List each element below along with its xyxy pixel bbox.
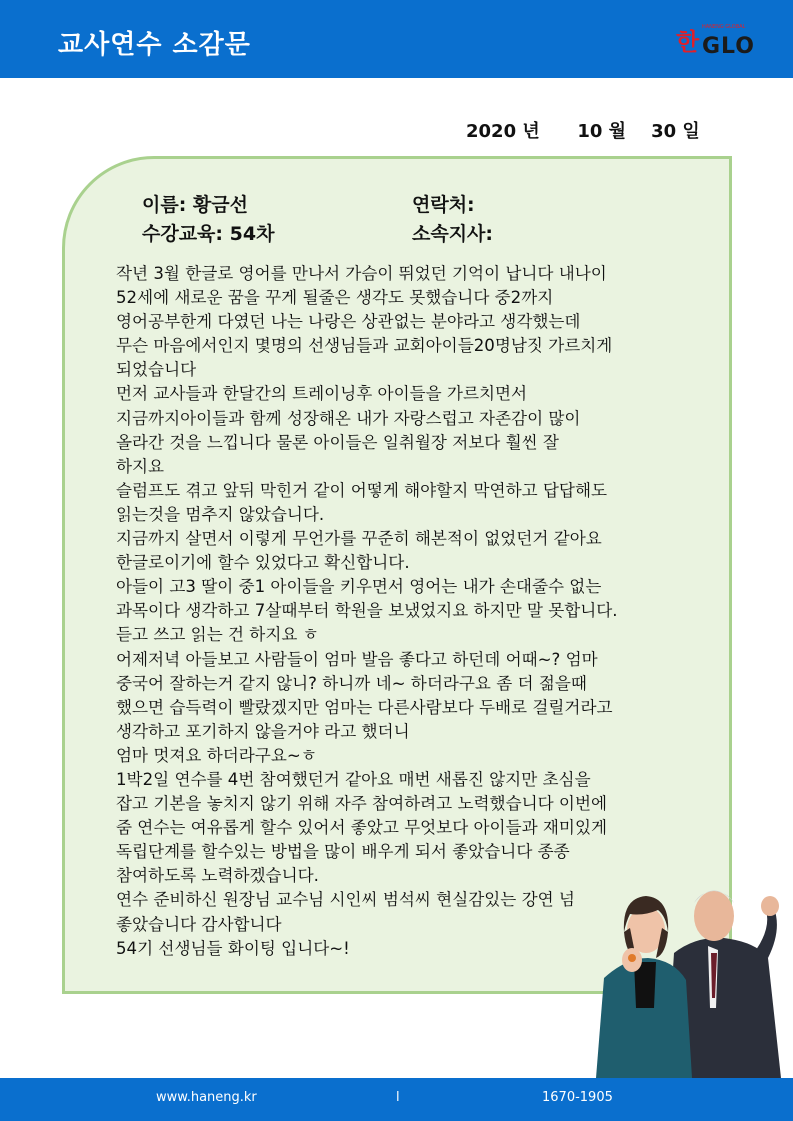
footer-separator: l bbox=[396, 1090, 400, 1105]
essay-line: 먼저 교사들과 한달간의 트레이닝후 아이들을 가르치면서 bbox=[116, 384, 528, 404]
essay-line: 하지요 bbox=[116, 456, 165, 476]
brand-logo[interactable] bbox=[676, 20, 776, 60]
page-title: 교사연수 소감문 bbox=[58, 30, 251, 60]
essay-line: 1박2일 연수를 4번 참여했던거 같아요 매번 새롭진 않지만 초심을 bbox=[116, 769, 591, 789]
essay-line: 엄마 멋져요 하더라구요~ㅎ bbox=[116, 745, 317, 765]
essay-line: 무슨 마음에서인지 몇명의 선생님들과 교회아이들20명남짓 가르치게 bbox=[116, 336, 613, 356]
info-course: 수강교육: 54차 bbox=[142, 223, 275, 245]
essay-line: 연수 준비하신 원장님 교수님 시인씨 범석씨 현실감있는 강연 넘 bbox=[116, 890, 575, 910]
essay-line: 슬럼프도 겪고 앞뒤 막힌거 같이 어떻게 해야할지 막연하고 답답해도 bbox=[116, 480, 608, 500]
essay-line: 되었습니다 bbox=[116, 360, 197, 380]
essay-line: 줌 연수는 여유롭게 할수 있어서 좋았고 무엇보다 아이들과 재미있게 bbox=[116, 818, 608, 838]
essay-line: 잡고 기본을 놓치지 않기 위해 자주 참여하려고 노력했습니다 이번에 bbox=[116, 794, 608, 814]
essay-line: 지금까지아이들과 함께 성장해온 내가 자랑스럽고 자존감이 많이 bbox=[116, 408, 581, 428]
essay-line: 올라간 것을 느낍니다 물론 아이들은 일취월장 저보다 훨씬 잘 bbox=[116, 432, 559, 452]
submission-date: 2020 년 10 월 30 일 bbox=[466, 121, 700, 142]
footer-phone: 1670-1905 bbox=[542, 1090, 613, 1105]
essay-line: 한글로이기에 할수 있었다고 확신합니다. bbox=[116, 553, 410, 573]
essay-line: 중국어 잘하는거 같지 않니? 하니까 네~ 하더라구요 좀 더 젊을때 bbox=[116, 673, 587, 693]
essay-line: 아들이 고3 딸이 중1 아이들을 키우면서 영어는 내가 손대줄수 없는 bbox=[116, 577, 602, 597]
info-name: 이름: 황금선 bbox=[142, 194, 248, 216]
teacher-photo bbox=[596, 858, 793, 1078]
essay-line: 작년 3월 한글로 영어를 만나서 가슴이 뛰었던 기억이 납니다 내나이 bbox=[116, 264, 607, 283]
essay-line: 과목이다 생각하고 7살때부터 학원을 보냈었지요 하지만 말 못합니다. bbox=[116, 601, 618, 621]
logo-glo-text: GLO bbox=[702, 34, 755, 59]
photo-illustration bbox=[596, 858, 793, 1078]
essay-line: 독립단계를 할수있는 방법을 많이 배우게 되서 좋았습니다 종종 bbox=[116, 842, 570, 862]
essay-line: 생각하고 포기하지 않을거야 라고 했더니 bbox=[116, 721, 410, 741]
essay-line: 좋았습니다 감사합니다 bbox=[116, 914, 282, 934]
info-branch: 소속지사: bbox=[412, 223, 494, 245]
logo-han-mark: 한 bbox=[676, 28, 700, 56]
essay-line: 참여하도록 노력하겠습니다. bbox=[116, 866, 319, 886]
header-bar bbox=[0, 0, 793, 78]
footer-bar bbox=[0, 1078, 793, 1121]
essay-line: 어제저녁 아들보고 사람들이 엄마 발음 좋다고 하던데 어때~? 엄마 bbox=[116, 649, 598, 669]
info-contact: 연락처: bbox=[412, 194, 475, 216]
essay-line: 영어공부한게 다였던 나는 나랑은 상관없는 분야라고 생각했는데 bbox=[116, 312, 581, 332]
essay-line: 지금까지 살면서 이렇게 무언가를 꾸준히 해본적이 없었던거 같아요 bbox=[116, 529, 602, 549]
essay-line: 읽는것을 멈추지 않았습니다. bbox=[116, 504, 325, 524]
essay-line: 52세에 새로운 꿈을 꾸게 될줄은 생각도 못했습니다 중2까지 bbox=[116, 288, 554, 308]
logo-subtitle: HANENG GLOBAL bbox=[702, 24, 746, 30]
essay-line: 듣고 쓰고 읽는 건 하지요 ㅎ bbox=[116, 625, 319, 645]
footer-website-link[interactable]: www.haneng.kr bbox=[156, 1090, 257, 1105]
essay-body bbox=[116, 262, 716, 961]
essay-line: 했으면 습득력이 빨랐겠지만 엄마는 다른사람보다 두배로 걸릴거라고 bbox=[116, 697, 613, 717]
essay-line: 54기 선생님들 화이팅 입니다~! bbox=[116, 938, 350, 958]
